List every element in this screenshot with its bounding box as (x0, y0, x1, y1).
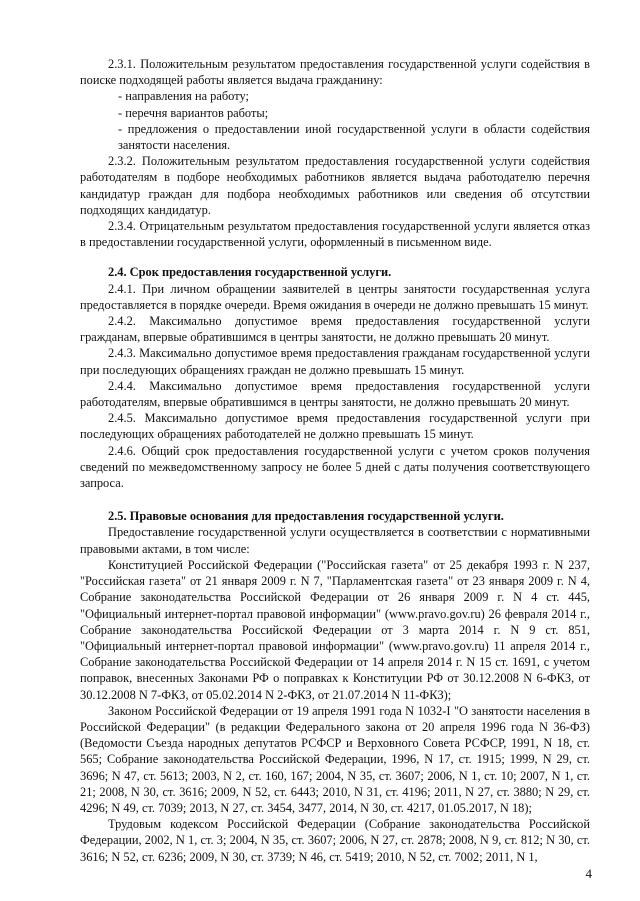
list-item-other-service: - предложения о предоставлении иной государственной услуги в области содействия занятости населения. (118, 121, 590, 153)
paragraph-2-4-6: 2.4.6. Общий срок предоставления государственной услуги с учетом сроков получения сведений по межведомственному запросу не более 5 дней с даты получения соответствующего запроса. (80, 443, 590, 491)
paragraph-labor-code: Трудовым кодексом Российской Федерации (Собрание законодательства Российской Федерации, 2002, N 1, ст. 3; 2004, N 35, ст. 3607; 2006, N 27, ст. 2878; 2008, N 9, ст. 812; N 30, ст. 3616; N 52, ст. 6236; 2009, N 30, ст. 3739; N 46, ст. 5419; 2010, N 52, ст. 7002; 2011, N 1, (80, 817, 590, 864)
paragraph-constitution: Конституцией Российской Федерации ("Российская газета" от 25 декабря 1993 г. N 237, "Российская газета" от 21 января 2009 г. N 7, "Парламентская газета" от 23 января 2009 г. N 4, Собрание законодательства Российской Федерации от 26 января 2009 г. N 4 ст. 445, "Официальный интернет-портал правовой информации" (www.pravo.gov.ru) 26 февраля 2014 г., Собрание законодательства Российской Федерации от 3 марта 2014 г. N 9 ст. 851, "Официальный интернет-портал правовой информации" (www.pravo.gov.ru) 11 апреля 2014 г., Собрание законодательства Российской Федерации от 14 апреля 2014 г. N 15 ст. 1691, с учетом поправок, внесенных Законами РФ о поправках к Конституции РФ от 30.12.2008 N 6-ФКЗ, от 30.12.2008 N 7-ФКЗ, от 05.02.2014 N 2-ФКЗ, от 21.07.2014 N 11-ФКЗ); (80, 557, 590, 702)
section-2-5 (80, 524, 590, 864)
heading-2-5: 2.5. Правовые основания для предоставления государственной услуги. (108, 509, 504, 524)
paragraph-2-4-5: 2.4.5. Максимально допустимое время предоставления государственной услуги при последующих обращениях работодателей не должно превышать 15 минут. (80, 411, 590, 442)
paragraph-2-4-3: 2.4.3. Максимально допустимое время предоставления гражданам государственной услуги при последующих обращениях граждан не должно превышать 15 минут. (80, 346, 590, 377)
paragraph-2-3-1: 2.3.1. Положительным результатом предоставления государственной услуги содействия в поиске подходящей работы является выдача гражданину: (80, 57, 590, 88)
list-item-job-list: - перечня вариантов работы; (118, 105, 269, 120)
document-page (80, 56, 590, 865)
list-item-referral: - направления на работу; (118, 89, 249, 104)
page-number: 4 (585, 866, 592, 881)
section-2-4 (80, 281, 590, 492)
paragraph-2-3-2: 2.3.2. Положительным результатом предоставления государственной услуги содействия работодателям в подборе необходимых работников является выдача работодателю перечня кандидатур граждан для подбора необходимых работников или сведения об отсутствии подходящих кандидатур. (80, 154, 590, 217)
paragraph-2-3-4: 2.3.4. Отрицательным результатом предоставления государственной услуги является отказ в предоставлении государственной услуги, оформленный в письменном виде. (80, 219, 590, 250)
paragraph-2-4-4: 2.4.4. Максимально допустимое время предоставления государственной услуги работодателям, впервые обратившимся в центры занятости, не должно превышать 20 минут. (80, 378, 590, 410)
section-2-3 (80, 56, 590, 250)
heading-2-4: 2.4. Срок предоставления государственной услуги. (108, 265, 392, 280)
paragraph-2-4-1: 2.4.1. При личном обращении заявителей в центры занятости государственная услуга предоставляется в порядке очереди. Время ожидания в очереди не должно превышать 15 минут. (80, 281, 590, 312)
paragraph-employment-law: Законом Российской Федерации от 19 апреля 1991 года N 1032-I "О занятости населения в Российской Федерации" (в редакции Федерального закона от 20 апреля 1996 года N 36-ФЗ) (Ведомости Съезда народных депутатов РСФСР и Верховного Совета РСФСР, 1991, N 18, ст. 565; Собрание законодательства Российской Федерации, 1996, N 17, ст. 1915; 1999, N 29, ст. 3696; N 47, ст. 5613; 2003, N 2, ст. 160, 167; 2004, N 35, ст. 3607; 2006, N 1, ст. 10; 2007, N 1, ст. 21; 2008, N 30, ст. 3616; 2009, N 52, ст. 6443; 2010, N 31, ст. 4196; 2011, N 27, ст. 3880; N 29, ст. 4296; N 49, ст. 7039; 2013, N 27, ст. 3454, 3477, 2014, N 30, ст. 4217, 01.05.2017, N 18); (80, 703, 590, 815)
paragraph-2-5-intro: Предоставление государственной услуги осуществляется в соответствии с нормативными правовыми актами, в том числе: (80, 525, 590, 556)
paragraph-2-4-2: 2.4.2. Максимально допустимое время предоставления государственной услуги гражданам, впервые обратившимся в центры занятости, не должно превышать 20 минут. (80, 314, 590, 345)
